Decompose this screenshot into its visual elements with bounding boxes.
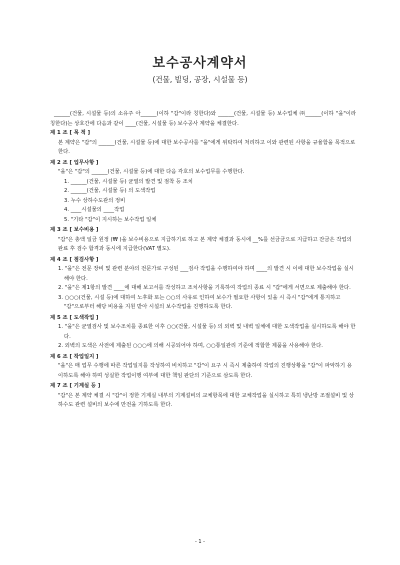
article-2	[50, 159, 356, 226]
document-subtitle: (건물, 빌딩, 공장, 시설물 등)	[152, 75, 248, 84]
document-body	[50, 110, 356, 412]
article-item: 2. ______(건물, 시설물 등) 의 도색작업	[64, 188, 156, 194]
article-title: 제 2 조 [ 업무사항 ]	[50, 159, 99, 166]
article-item: 3. ○○○(건물, 시설 등)에 대하여 노후화 또는 ○○의 사유로 인하여 보수가 필요한 사항이 있을 시 즉시 "갑"에게 통지하고 "갑"으로부터 해당 비용을 지원 받아 시설의 보수작업을 진행하도록 한다.	[58, 294, 341, 310]
article-item: 3. 누수 상하수도관의 정비	[64, 197, 126, 204]
article-text: 본 계약은 "갑"의 ______(건물, 시설물 등)에 대한 보수공사를 "을"에게 위탁하여 처리하고 이와 관련된 사항을 규율함을 목적으로 한다.	[58, 139, 356, 155]
article-1	[50, 129, 356, 158]
article-4	[50, 256, 356, 313]
article-title: 제 1 조 [ 목 적 ]	[50, 130, 91, 136]
article-text: "을"은 "갑"의 ______(건물, 시설물 등)에 대한 다음 각호의 보수업무를 수행한다.	[58, 169, 245, 175]
article-item: 1. "을"은 균열검사 및 보수조치를 종료한 이후 ○○(건물, 시설물 등) 의 외벽 및 내벽 일체에 대한 도색작업을 실시하도록 해야 한다.	[58, 324, 356, 340]
article-7	[50, 382, 356, 411]
article-6	[50, 353, 356, 382]
article-text: "갑"은 총액 일금 원정 (₩ )을 보수비용으로 지급하기로 하고 본 계약 체결과 동시에 __%를 선금금으로 지급하고 잔금은 작업의 완료 후 검수 합격과 동시에 지급한다(VAT 별도).	[58, 236, 352, 252]
article-title: 제 7 조 [ 기계실 등 ]	[50, 383, 101, 389]
article-item: 1. ______(건물, 시설물 등) 균열의 발견 및 점착 등 조치	[64, 178, 193, 185]
article-3	[50, 226, 356, 255]
article-text: "갑"은 본 계약 체결 시 "갑"이 정한 기계실 내부의 기계설비의 교체항목에 대한 교체작업을 실시하고 특히 냉난방 조절설비 및 상하수도 관련 설비의 보수에 만전을 기하도록 한다.	[58, 392, 354, 408]
article-title: 제 4 조 [ 점검사항 ]	[50, 256, 99, 263]
article-item: 4. ____시설물의 ____작업	[64, 207, 125, 213]
article-item: 2. "을"은 제1항의 발견 ____에 대해 보고서를 작성하고 조치사항을 기록하여 작업의 종료 시 "갑"에게 서면으로 제출해야 한다.	[58, 285, 351, 291]
article-title: 제 3 조 [ 보수비용 ]	[50, 227, 99, 233]
article-item: 1. "을"은 전문 장비 및 관련 분야의 전문가로 구성된 ___검사 작업을 수행하여야 하며 ____의 발견 시 이에 대한 보수작업을 실시해야 한다.	[58, 266, 354, 282]
article-text: "을"은 매 업무 수행에 따른 작업일지를 작성하여 비치하고 "갑"이 요구 시 즉시 제출하여 작업의 진행상황을 "갑"이 파악하기 용이하도록 해야 하며 성실한 작업이행 여부에 대한 책임 판단의 기준으로 삼도록 한다.	[58, 363, 352, 379]
article-item: 2. 외벽의 도색은 사전에 제출된 ○○○에 의해 시공되어야 하며, ○○통일관리 기준에 적합한 제품을 사용해야 한다.	[58, 343, 323, 349]
intro-paragraph: ______(건물, 시설물 등)의 소유주 아______(이하 "갑"이라 칭한다)와 ______(건물, 시설물 등) 보수업체 ㈜______(이하 "을"이라 칭한다)는 상호간에 다음과 같이 ____(건물, 시설물 등) 보수공사 계약을 체결한다.	[50, 111, 356, 127]
page-number: - 1 -	[195, 539, 205, 545]
article-title: 제 5 조 [ 도색작업 ]	[50, 314, 99, 321]
document-title: 보수공사계약서	[152, 56, 248, 71]
article-5	[50, 314, 356, 352]
article-title: 제 6 조 [ 작업일지 ]	[50, 353, 99, 360]
article-item: 5. "기타 "갑"이 지시하는 보수작업 일체	[64, 216, 157, 223]
